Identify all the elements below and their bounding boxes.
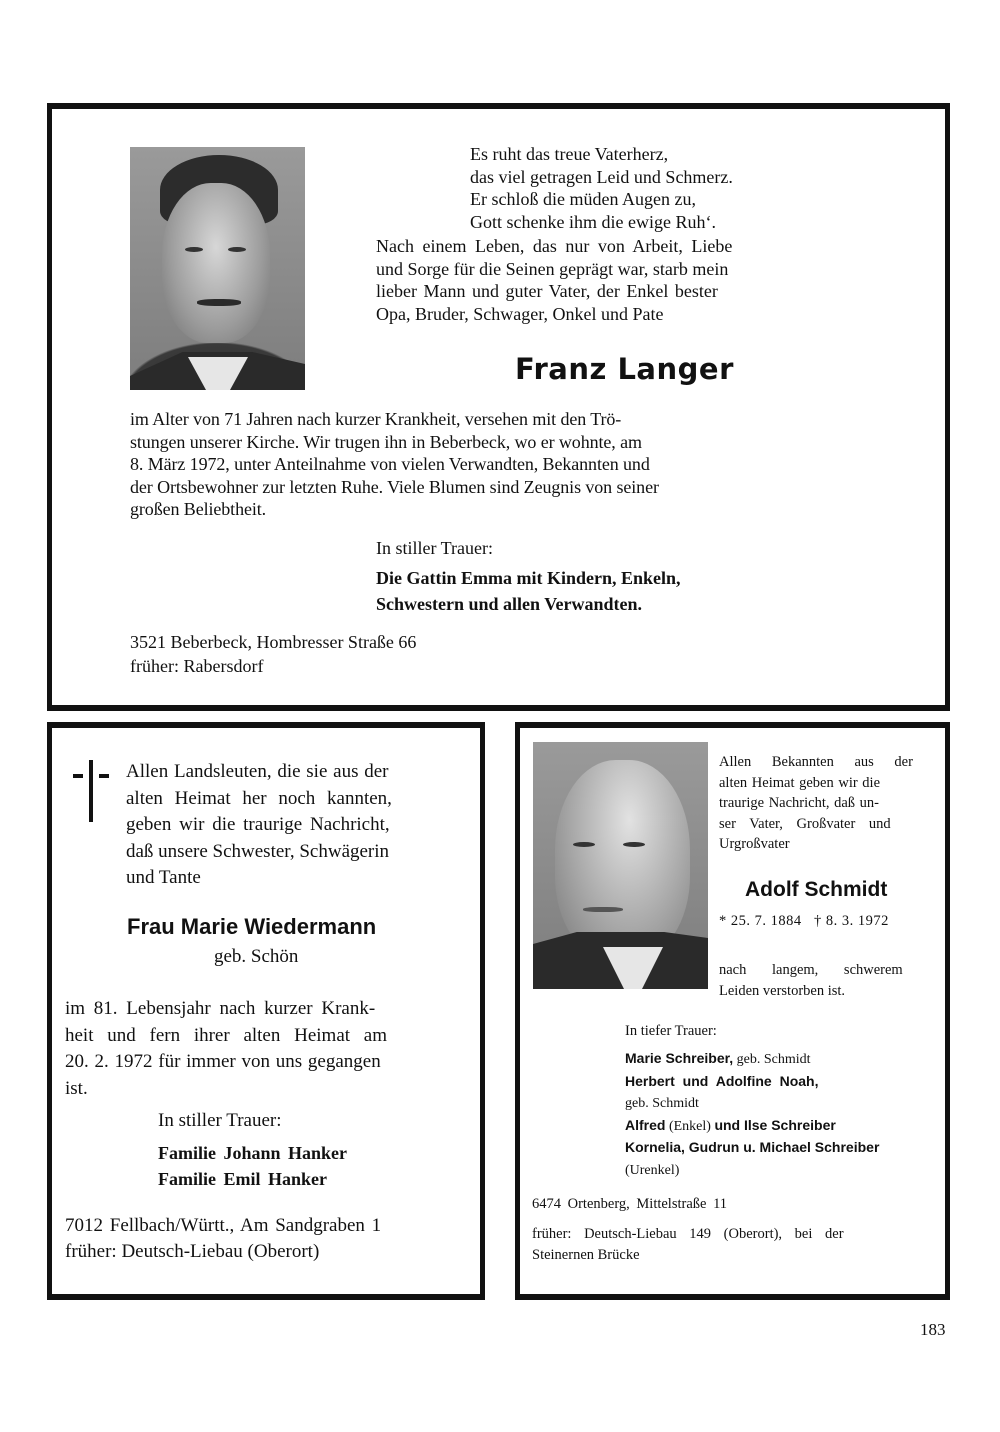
body-text	[65, 996, 387, 1102]
intro-line: und Sorge für die Seinen geprägt war, starb mein	[376, 258, 729, 279]
mourner-line	[625, 1093, 879, 1115]
mourner-line	[625, 1071, 879, 1094]
poem-line: Gott schenke ihm die ewige Ruh‘.	[470, 211, 716, 232]
deceased-name: Adolf Schmidt	[745, 878, 888, 901]
body-line: großen Beliebtheit.	[130, 499, 267, 519]
body-line: ist.	[65, 1077, 88, 1099]
closing-line: Leiden verstorben ist.	[719, 983, 846, 999]
poem	[470, 143, 733, 233]
body-line: stungen unserer Kirche. Wir trugen ihn in Beberbeck, wo er wohnte, am	[130, 431, 642, 452]
mourners	[376, 565, 681, 617]
intro-text	[376, 235, 874, 325]
portrait-photo-adolf-schmidt	[533, 742, 708, 989]
deceased-name: Frau Marie Wiedermann	[127, 914, 377, 939]
poem-line: Er schloß die müden Augen zu,	[470, 189, 696, 209]
mourner-line	[625, 1048, 879, 1071]
mourner-name: und Ilse Schreiber	[714, 1116, 836, 1133]
mourner-line: Familie Emil Hanker	[158, 1169, 327, 1189]
mourners	[625, 1048, 879, 1181]
intro-line: alten Heimat her noch kannten,	[126, 787, 392, 809]
body-line: heit und fern ihrer alten Heimat am	[65, 1024, 388, 1046]
intro-text	[719, 752, 937, 855]
mourner-note: (Enkel)	[665, 1118, 715, 1134]
address: 6474 Ortenberg, Mittelstraße 11	[532, 1196, 728, 1212]
former-residence	[532, 1224, 844, 1266]
mourner-note: geb. Schmidt	[625, 1096, 699, 1111]
mourner-note: geb. Schmidt	[733, 1052, 811, 1067]
mourning-label: In stiller Trauer:	[158, 1110, 282, 1131]
deceased-name: Franz Langer	[515, 352, 734, 386]
former-line: früher: Deutsch-Liebau 149 (Oberort), bei der	[532, 1226, 844, 1242]
mourning-label: In tiefer Trauer:	[625, 1023, 717, 1039]
mourners	[158, 1140, 347, 1192]
mourner-name: Alfred	[625, 1116, 666, 1133]
address-line: 7012 Fellbach/Württ., Am Sandgraben 1	[65, 1215, 382, 1236]
intro-line: Allen Landsleuten, die sie aus der	[126, 761, 389, 782]
poem-line: das viel getragen Leid und Schmerz.	[470, 166, 733, 187]
former-residence: früher: Deutsch-Liebau (Oberort)	[65, 1241, 320, 1262]
intro-line: und Tante	[126, 867, 201, 888]
mourner-line	[625, 1115, 879, 1138]
intro-line: daß unsere Schwester, Schwägerin	[126, 840, 390, 862]
body-line: 20. 2. 1972 für immer von uns gegangen	[65, 1051, 381, 1072]
closing-text	[719, 960, 903, 1002]
body-line: im 81. Lebensjahr nach kurzer Krank-	[65, 998, 376, 1019]
address	[65, 1213, 381, 1265]
mourner-line: Familie Johann Hanker	[158, 1143, 348, 1163]
intro-line: ser Vater, Großvater und	[719, 815, 891, 832]
mourner-note: (Urenkel)	[625, 1162, 680, 1178]
portrait-photo-franz-langer	[130, 147, 305, 390]
mourning-label: In stiller Trauer:	[376, 538, 493, 558]
former-line: Steinernen Brücke	[532, 1247, 640, 1263]
former-residence: früher: Rabersdorf	[130, 656, 264, 676]
mourner-line: Schwestern und allen Verwandten.	[376, 594, 643, 614]
intro-line: alten Heimat geben wir die	[719, 774, 881, 791]
body-line: 8. März 1972, unter Anteilnahme von vielen Verwandten, Bekannten und	[130, 454, 650, 474]
mourner-line	[625, 1160, 879, 1182]
address-line: 3521 Beberbeck, Hombresser Straße 66	[130, 632, 417, 652]
intro-line: lieber Mann und guter Vater, der Enkel bester	[376, 281, 718, 301]
mourner-name: Marie Schreiber,	[625, 1050, 734, 1066]
maiden-name: geb. Schön	[214, 946, 299, 967]
intro-line: Urgroßvater	[719, 836, 790, 852]
mourner-name: Herbert und Adolfine Noah,	[625, 1072, 819, 1089]
poem-line: Es ruht das treue Vaterherz,	[470, 144, 669, 164]
intro-line: Allen Bekannten aus der	[719, 754, 913, 770]
mourner-line: Die Gattin Emma mit Kindern, Enkeln,	[376, 568, 681, 588]
body-text	[130, 408, 875, 521]
cross-icon	[73, 760, 109, 822]
intro-line: traurige Nachricht, daß un-	[719, 795, 880, 811]
closing-line: nach langem, schwerem	[719, 962, 903, 978]
mourner-line	[625, 1137, 879, 1160]
address	[130, 630, 416, 678]
intro-line: geben wir die traurige Nachricht,	[126, 814, 390, 835]
body-line: im Alter von 71 Jahren nach kurzer Krankheit, versehen mit den Trö-	[130, 409, 622, 429]
body-line: der Ortsbewohner zur letzten Ruhe. Viele Blumen sind Zeugnis von seiner	[130, 476, 659, 497]
intro-line: Nach einem Leben, das nur von Arbeit, Liebe	[376, 236, 733, 256]
page-number: 183	[920, 1320, 946, 1339]
life-dates: * 25. 7. 1884 † 8. 3. 1972	[719, 913, 889, 929]
mourner-name: Kornelia, Gudrun u. Michael Schreiber	[625, 1139, 880, 1155]
intro-text	[126, 759, 392, 892]
intro-line: Opa, Bruder, Schwager, Onkel und Pate	[376, 303, 664, 324]
